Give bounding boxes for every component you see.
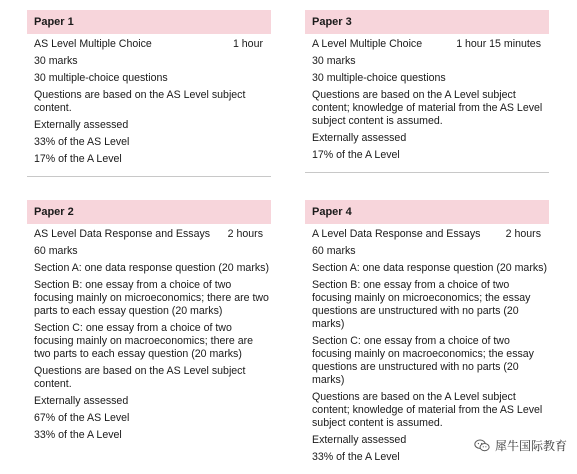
paper-duration: 1 hour <box>232 38 263 50</box>
paper-detail: 30 multiple-choice questions <box>312 72 446 84</box>
paper-detail: 30 multiple-choice questions <box>34 72 168 84</box>
paper-name: AS Level Multiple Choice <box>34 38 152 50</box>
paper-detail: 60 marks <box>312 245 356 257</box>
paper-detail: 17% of the A Level <box>312 149 400 161</box>
wechat-icon <box>474 439 490 452</box>
paper-detail: 67% of the AS Level <box>34 412 130 424</box>
paper-duration: 2 hours <box>505 228 541 240</box>
paper-detail: 33% of the AS Level <box>34 136 130 148</box>
paper-name-row <box>34 38 271 51</box>
paper-detail: Section B: one essay from a choice of two focusing mainly on microeconomics; there are two parts to each essay question (20 marks) <box>34 279 269 317</box>
paper-title: Paper 1 <box>27 10 271 34</box>
paper-detail: Questions are based on the AS Level subject content. <box>34 89 246 114</box>
paper-detail: 33% of the A Level <box>312 451 400 463</box>
paper-detail: Section C: one essay from a choice of two focusing mainly on macroeconomics; the essay questions are unstructured with no parts (20 marks) <box>312 335 534 386</box>
paper-card-2 <box>27 200 271 452</box>
paper-name: A Level Data Response and Essays <box>312 228 481 240</box>
paper-title: Paper 3 <box>305 10 549 34</box>
paper-detail: Externally assessed <box>312 434 407 446</box>
paper-name-row <box>34 228 271 241</box>
paper-card-4 <box>305 200 549 474</box>
paper-title: Paper 4 <box>305 200 549 224</box>
paper-detail: 30 marks <box>34 55 78 67</box>
paper-detail: Section A: one data response question (20 marks) <box>312 262 547 274</box>
paper-details <box>27 34 271 177</box>
paper-detail: Section B: one essay from a choice of two focusing mainly on microeconomics; the essay questions are unstructured with no parts (20 marks) <box>312 279 531 330</box>
paper-card-3 <box>305 10 549 173</box>
paper-detail: 17% of the A Level <box>34 153 122 165</box>
paper-detail: 30 marks <box>312 55 356 67</box>
paper-details <box>305 34 549 173</box>
paper-duration: 2 hours <box>227 228 263 240</box>
paper-details <box>27 224 271 452</box>
paper-detail: 33% of the A Level <box>34 429 122 441</box>
paper-card-1 <box>27 10 271 177</box>
paper-name: AS Level Data Response and Essays <box>34 228 211 240</box>
paper-detail: Externally assessed <box>34 119 129 131</box>
watermark <box>474 437 567 454</box>
paper-detail: Questions are based on the A Level subject content; knowledge of material from the AS Level subject content is assumed. <box>312 89 543 127</box>
paper-detail: Externally assessed <box>312 132 407 144</box>
paper-name: A Level Multiple Choice <box>312 38 423 50</box>
paper-duration: 1 hour 15 minutes <box>456 38 541 50</box>
paper-name-row <box>312 228 549 241</box>
paper-detail: Externally assessed <box>34 395 129 407</box>
paper-detail: Section A: one data response question (20 marks) <box>34 262 269 274</box>
paper-name-row <box>312 38 549 51</box>
paper-detail: 60 marks <box>34 245 78 257</box>
paper-detail: Questions are based on the A Level subject content; knowledge of material from the AS Level subject content is assumed. <box>312 391 543 429</box>
paper-detail: Section C: one essay from a choice of two focusing mainly on macroeconomics; there are two parts to each essay question (20 marks) <box>34 322 254 360</box>
paper-title: Paper 2 <box>27 200 271 224</box>
paper-detail: Questions are based on the AS Level subject content. <box>34 365 246 390</box>
watermark-text: 犀牛国际教育 <box>494 439 567 453</box>
